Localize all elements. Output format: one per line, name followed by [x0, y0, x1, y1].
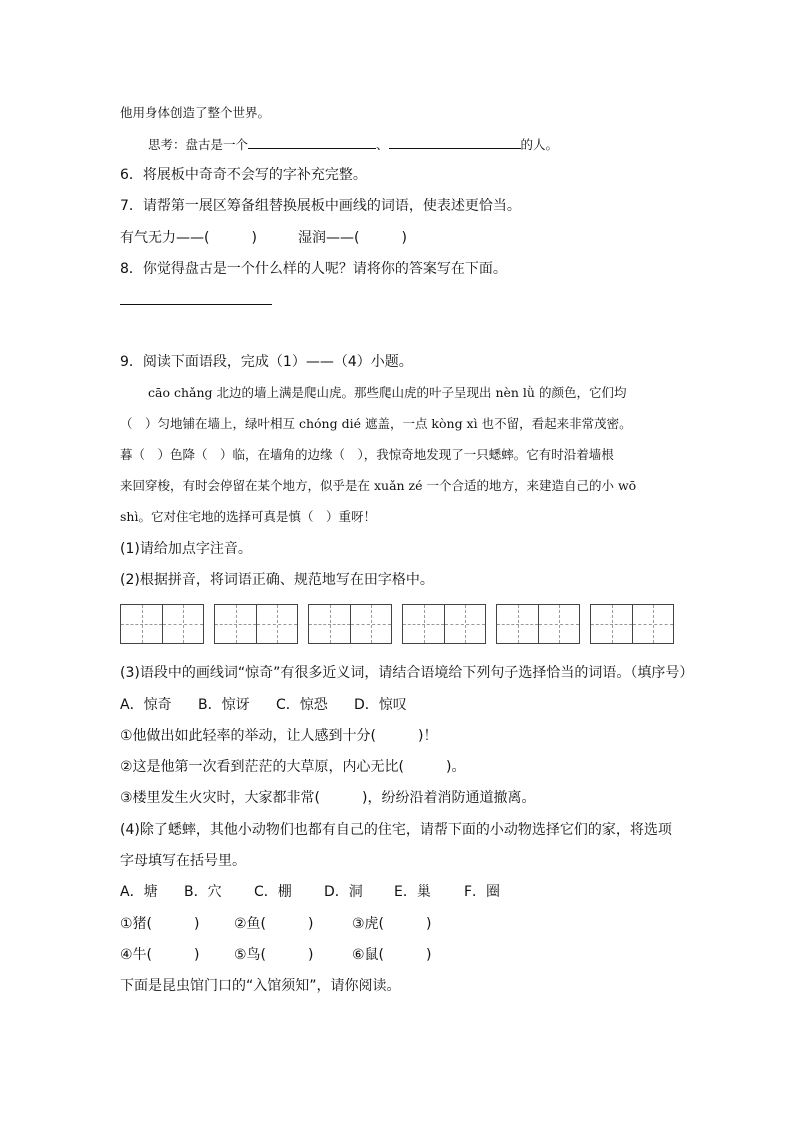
answer-blank-1[interactable] — [248, 134, 376, 149]
sub3-option-b: B．惊讶 — [198, 697, 250, 713]
sub4-option-b: B．穴 — [184, 884, 222, 900]
thinking-prefix: 思考：盘古是一个 — [148, 137, 249, 152]
question-7: 7．请帮第一展区筹备组替换展板中画线的词语，使表述更恰当。 — [120, 198, 521, 214]
sub-question-3: (3)语段中的画线词“惊奇”有很多近义词，请结合语境给下列句子选择恰当的词语。（填序号） — [120, 665, 694, 681]
answer-blank-2[interactable] — [389, 134, 521, 149]
q8-answer-line[interactable] — [120, 304, 272, 305]
animal-item-fish: ②鱼( ) — [234, 916, 314, 932]
question-9: 9．阅读下面语段，完成（1）——（4）小题。 — [120, 354, 413, 370]
sub-question-4-line-1: (4)除了蟋蟀，其他小动物们也都有自己的住宅，请帮下面的小动物选择它们的家，将选项 — [120, 822, 672, 838]
thinking-sep: 、 — [376, 137, 389, 152]
sub4-option-a: A．塘 — [120, 884, 158, 900]
thinking-suffix: 的人。 — [520, 137, 559, 152]
sub-question-1: (1)请给加点字注音。 — [120, 541, 252, 557]
passage-line-3: 暮（ ）色降（ ）临，在墙角的边缘（ ），我惊奇地发现了一只蟋蟀。它有时沿着墙根 — [120, 447, 614, 462]
sub-question-4-line-2: 字母填写在括号里。 — [120, 853, 246, 869]
sub3-option-c: C．惊恐 — [276, 697, 328, 713]
animal-item-bird: ⑤鸟( ) — [234, 947, 314, 963]
animal-row-2 — [120, 945, 431, 965]
closing-line: 下面是昆虫馆门口的“入馆须知”，请你阅读。 — [120, 978, 401, 994]
passage-line-5: shì。它对住宅地的选择可真是慎（ ）重呀！ — [120, 509, 376, 524]
sub4-option-d: D．洞 — [324, 884, 363, 900]
passage-line-1: cāo chǎng 北边的墙上满是爬山虎。那些爬山虎的叶子呈现出 nèn lǜ 的颜色，它们均 — [148, 385, 627, 400]
tianzige-box-4[interactable] — [402, 604, 486, 644]
tianzige-box-2[interactable] — [214, 604, 298, 644]
sub4-options — [120, 882, 500, 902]
sub4-option-c: C．棚 — [254, 884, 292, 900]
sub3-item-1: ①他做出如此轻率的举动，让人感到十分( )！ — [120, 728, 438, 744]
animal-row-1 — [120, 914, 431, 934]
sub3-option-d: D．惊叹 — [354, 697, 407, 713]
q7-word-2: 湿润——( ) — [298, 230, 407, 246]
animal-item-pig: ①猪( ) — [120, 916, 200, 932]
sub3-options — [120, 695, 407, 715]
sub4-option-e: E．巢 — [394, 884, 431, 900]
sub4-option-f: F．圈 — [464, 884, 501, 900]
animal-item-rat: ⑥鼠( ) — [352, 947, 432, 963]
thinking-line — [148, 134, 558, 155]
q7-word-1: 有气无力——( ) — [120, 230, 257, 246]
sub3-item-3: ③楼里发生火灾时，大家都非常( )，纷纷沿着消防通道撤离。 — [120, 790, 536, 806]
sub3-item-2: ②这是他第一次看到茫茫的大草原，内心无比( )。 — [120, 759, 466, 775]
passage-line-2: （ ）匀地铺在墙上，绿叶相互 chóng dié 遮盖，一点 kòng xì 也不留，看起来非常茂密。 — [120, 416, 632, 431]
tianzige-box-5[interactable] — [496, 604, 580, 644]
question-8: 8．你觉得盘古是一个什么样的人呢？请将你的答案写在下面。 — [120, 261, 507, 277]
sub3-option-a: A．惊奇 — [120, 697, 172, 713]
tianzige-box-1[interactable] — [120, 604, 204, 644]
tianzige-box-3[interactable] — [308, 604, 392, 644]
animal-item-tiger: ③虎( ) — [352, 916, 432, 932]
animal-item-cow: ④牛( ) — [120, 947, 200, 963]
question-6: 6．将展板中奇奇不会写的字补充完整。 — [120, 167, 367, 183]
intro-line: 他用身体创造了整个世界。 — [120, 105, 271, 120]
tianzige-row — [120, 604, 675, 646]
passage-line-4: 来回穿梭，有时会停留在某个地方，似乎是在 xuǎn zé 一个合适的地方，来建造自己的小 wō — [120, 478, 637, 493]
tianzige-box-6[interactable] — [590, 604, 674, 644]
sub-question-2: (2)根据拼音，将词语正确、规范地写在田字格中。 — [120, 572, 434, 588]
